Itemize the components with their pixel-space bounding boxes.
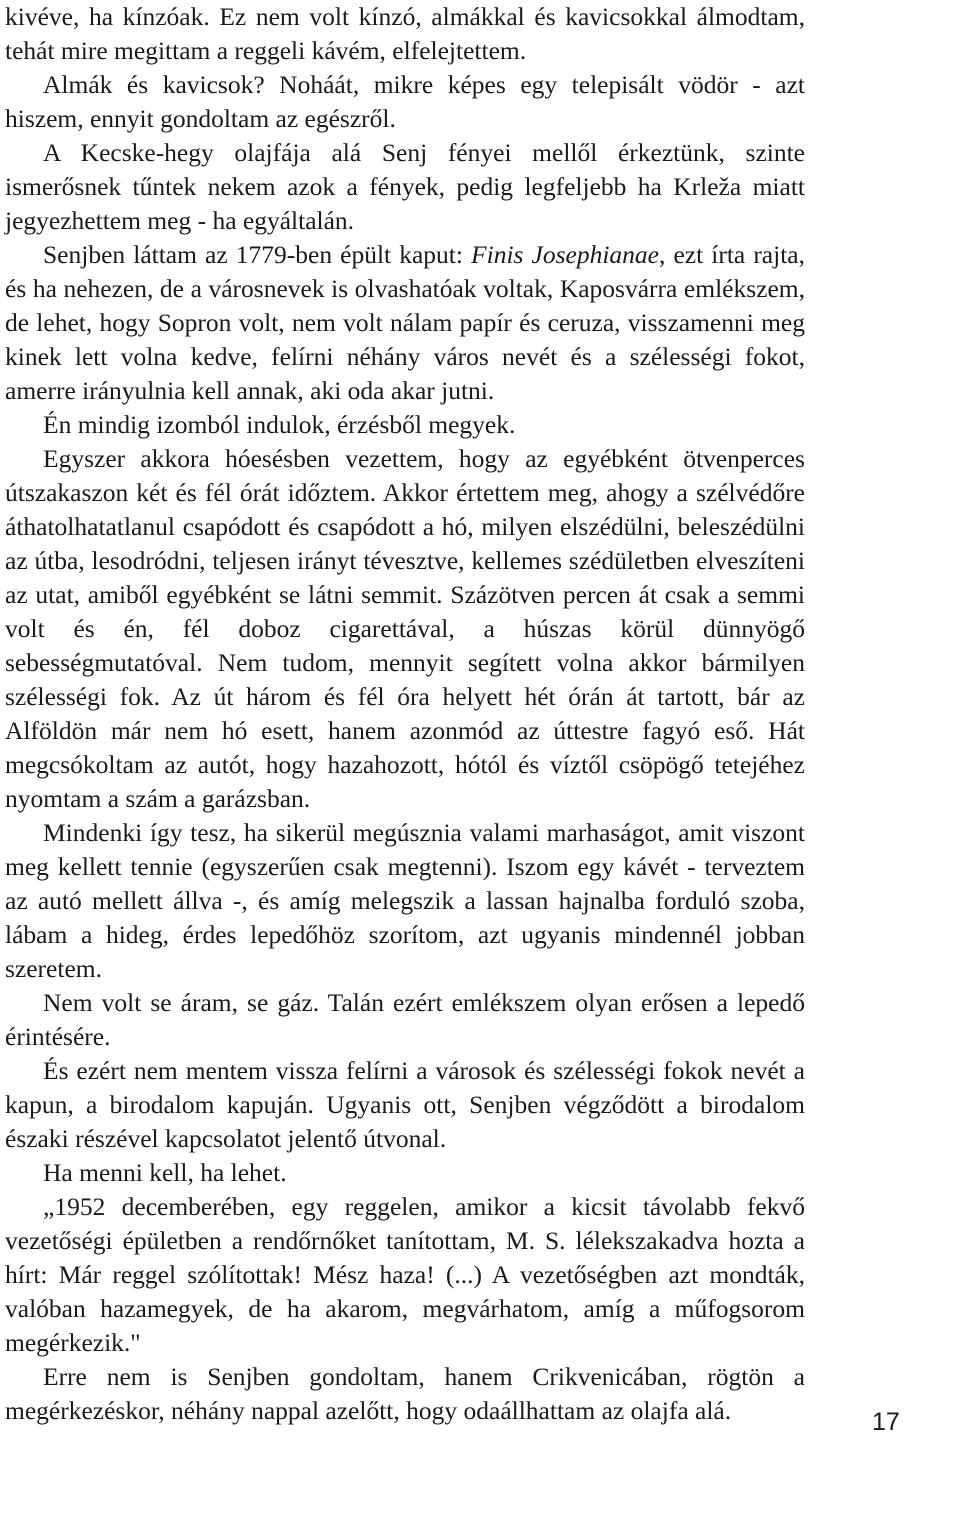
paragraph xyxy=(5,442,805,816)
paragraph xyxy=(5,408,805,442)
paragraph xyxy=(5,1156,805,1190)
text-segment: kivéve, ha kínzóak. Ez nem volt kínzó, almákkal és kavicsokkal álmodtam, tehát mire megittam a reggeli kávém, elfelejtettem. xyxy=(5,2,805,65)
page-number: 17 xyxy=(872,1408,900,1436)
text-segment: , ezt írta rajta, és ha nehezen, de a városnevek is olvashatóak voltak, Kaposvárra emlékszem, de lehet, hogy Sopron volt, nem volt nálam papír és ceruza, visszamenni meg kinek lett volna kedve, felírni néhány város nevét és a szélességi fokot, amerre irányulnia kell annak, aki oda akar jutni. xyxy=(5,240,805,405)
page-body xyxy=(5,0,805,1428)
paragraph xyxy=(5,238,805,408)
text-segment: Egyszer akkora hóesésben vezettem, hogy az egyébként ötvenperces útszakaszon két és fél órát időztem. Akkor értettem meg, ahogy a szélvédőre áthatolhatatlanul csapódott és csapódott a hó, milyen elszédülni, beleszédülni az útba, lesodródni, teljesen irányt tévesztve, kellemes szédületben elveszíteni az utat, amiből egyébként se látni semmit. Százötven percen át csak a semmi volt és én, fél doboz cigarettával, a húszas körül dünnyögő sebességmutatóval. Nem tudom, mennyit segített volna akkor bármilyen szélességi fok. Az út három és fél óra helyett hét órán át tartott, bár az Alföldön már nem hó esett, hanem azonmód az úttestre fagyó eső. Hát megcsókoltam az autót, hogy hazahozott, hótól és víztől csöpögő tetejéhez nyomtam a szám a garázsban. xyxy=(5,444,805,813)
text-segment: Erre nem is Senjben gondoltam, hanem Crikvenicában, rögtön a megérkezéskor, néhány nappal azelőtt, hogy odaállhattam az olajfa alá. xyxy=(5,1362,805,1425)
italic-text: Finis Josephianae xyxy=(471,240,659,269)
text-segment: És ezért nem mentem vissza felírni a városok és szélességi fokok nevét a kapun, a birodalom kapuján. Ugyanis ott, Senjben végződött a birodalom északi részével kapcsolatot jelentő útvonal. xyxy=(5,1056,805,1153)
text-segment: Senjben láttam az 1779-ben épült kaput: xyxy=(43,240,472,269)
text-segment: Almák és kavicsok? Noháát, mikre képes egy telepisált vödör - azt hiszem, ennyit gondoltam az egészről. xyxy=(5,70,805,133)
text-segment: Nem volt se áram, se gáz. Talán ezért emlékszem olyan erősen a lepedő érintésére. xyxy=(5,988,805,1051)
paragraph xyxy=(5,136,805,238)
text-segment: A Kecske-hegy olajfája alá Senj fényei mellől érkeztünk, szinte ismerősnek tűntek nekem azok a fények, pedig legfeljebb ha Krleža miatt jegyezhettem meg - ha egyáltalán. xyxy=(5,138,805,235)
text-segment: Én mindig izomból indulok, érzésből megyek. xyxy=(43,410,516,439)
paragraph xyxy=(5,1190,805,1360)
text-segment: „1952 decemberében, egy reggelen, amikor a kicsit távolabb fekvő vezetőségi épületben a rendőrnőket tanítottam, M. S. lélekszakadva hozta a hírt: Már reggel szólítottak! Mész haza! (...) A vezetőségben azt mondták, valóban hazamegyek, de ha akarom, megvárhatom, amíg a műfogsorom megérkezik." xyxy=(5,1192,805,1357)
paragraph xyxy=(5,1360,805,1428)
paragraph xyxy=(5,1054,805,1156)
paragraph xyxy=(5,0,805,68)
text-segment: Mindenki így tesz, ha sikerül megúsznia valami marhaságot, amit viszont meg kellett tennie (egyszerűen csak megtenni). Iszom egy kávét - terveztem az autó mellett állva -, és amíg melegszik a lassan hajnalba forduló szoba, lábam a hideg, érdes lepedőhöz szorítom, azt ugyanis mindennél jobban szeretem. xyxy=(5,818,805,983)
paragraph xyxy=(5,986,805,1054)
paragraph xyxy=(5,68,805,136)
text-segment: Ha menni kell, ha lehet. xyxy=(43,1158,287,1187)
paragraph xyxy=(5,816,805,986)
